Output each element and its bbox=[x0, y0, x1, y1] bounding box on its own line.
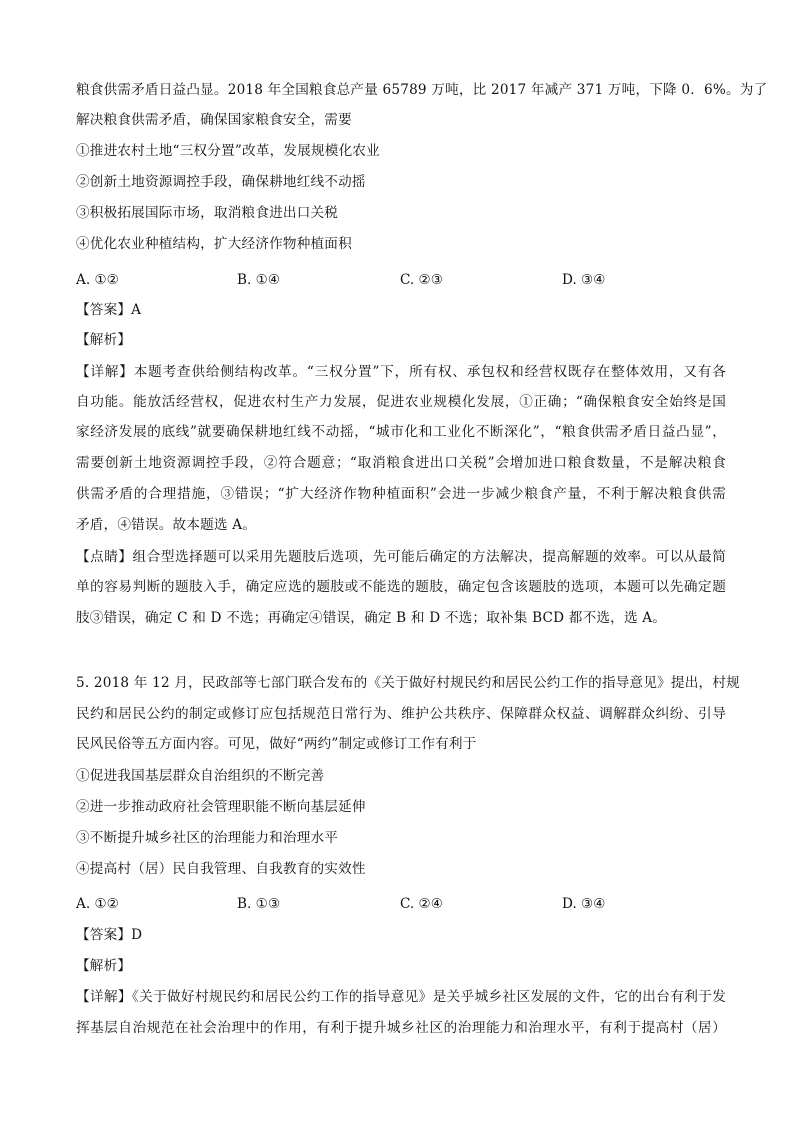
q5-answer: 【答案】D bbox=[76, 927, 143, 943]
q4-detail-line: 需要创新土地资源调控手段，②符合题意；“取消粮食进出口关税”会增加进口粮食数量，不是解决粮食 bbox=[76, 455, 726, 471]
q5-stem-line: 民风民俗等五方面内容。可见，做好“两约”制定或修订工作有利于 bbox=[76, 736, 477, 752]
q4-detail-line: 矛盾，④错误。故本题选 A。 bbox=[76, 517, 257, 533]
q5-detail-line: 【详解】《关于做好村规民约和居民公约工作的指导意见》是关乎城乡社区发展的文件，它的出台有利于发 bbox=[76, 989, 726, 1005]
q4-item: ①推进农村土地“三权分置”改革，发展规模化农业 bbox=[76, 143, 380, 159]
q5-detail-line: 挥基层自治规范在社会治理中的作用，有利于提升城乡社区的治理能力和治理水平，有利于提高村（居） bbox=[76, 1020, 726, 1036]
q5-analysis-label: 【解析】 bbox=[76, 958, 132, 974]
q5-option-c: C. ②④ bbox=[400, 896, 443, 912]
q5-item: ④提高村（居）民自我管理、自我教育的实效性 bbox=[76, 861, 366, 877]
q4-detail-line: 【详解】本题考查供给侧结构改革。“三权分置”下，所有权、承包权和经营权既存在整体效用，又有各 bbox=[76, 364, 726, 380]
q4-analysis-label: 【解析】 bbox=[76, 332, 132, 348]
q4-option-d: D. ③④ bbox=[562, 272, 606, 288]
q4-answer: 【答案】A bbox=[76, 302, 142, 318]
q5-stem-line: 民约和居民公约的制定或修订应包括规范日常行为、维护公共秩序、保障群众权益、调解群众纠纷、引导 bbox=[76, 706, 726, 722]
q4-item: ③积极拓展国际市场，取消粮食进出口关税 bbox=[76, 205, 339, 221]
q4-option-c: C. ②③ bbox=[400, 272, 443, 288]
q4-tip-line: 肢③错误，确定 C 和 D 不选；再确定④错误，确定 B 和 D 不选；取补集 BCD 都不选，选 A。 bbox=[76, 610, 667, 626]
q5-item: ②进一步推动政府社会管理职能不断向基层延伸 bbox=[76, 799, 366, 815]
q5-option-a: A. ①② bbox=[76, 896, 119, 912]
q5-stem-line: 5. 2018 年 12 月，民政部等七部门联合发布的《关于做好村规民约和居民公约工作的指导意见》提出，村规 bbox=[76, 675, 740, 691]
q4-detail-line: 供需矛盾的合理措施，③错误；“扩大经济作物种植面积”会进一步减少粮食产量，不利于解决粮食供需 bbox=[76, 486, 726, 502]
q4-item: ④优化农业种植结构，扩大经济作物种植面积 bbox=[76, 236, 352, 252]
q4-item: ②创新土地资源调控手段，确保耕地红线不动摇 bbox=[76, 174, 366, 190]
q5-item: ①促进我国基层群众自治组织的不断完善 bbox=[76, 768, 325, 784]
q5-option-d: D. ③④ bbox=[562, 896, 606, 912]
q4-detail-line: 家经济发展的底线”就要确保耕地红线不动摇，“城市化和工业化不断深化”，“粮食供需矛盾日益凸显”， bbox=[76, 424, 726, 440]
q4-detail-line: 自功能。能放活经营权，促进农村生产力发展，促进农业规模化发展，①正确；“确保粮食安全始终是国 bbox=[76, 394, 726, 410]
q4-stem-line: 粮食供需矛盾日益凸显。2018 年全国粮食总产量 65789 万吨，比 2017 年减产 371 万吨，下降 0．6%。为了 bbox=[76, 82, 768, 98]
q5-option-b: B. ①③ bbox=[237, 896, 281, 912]
q4-option-a: A. ①② bbox=[76, 272, 119, 288]
q4-tip-line: 【点睛】组合型选择题可以采用先题肢后选项，先可能后确定的方法解决，提高解题的效率。可以从最简 bbox=[76, 549, 726, 565]
q4-option-b: B. ①④ bbox=[237, 272, 281, 288]
q4-tip-line: 单的容易判断的题肢入手，确定应选的题肢或不能选的题肢，确定包含该题肢的选项，本题可以先确定题 bbox=[76, 579, 726, 595]
q4-stem-line: 解决粮食供需矛盾，确保国家粮食安全，需要 bbox=[76, 112, 352, 128]
q5-item: ③不断提升城乡社区的治理能力和治理水平 bbox=[76, 830, 339, 846]
